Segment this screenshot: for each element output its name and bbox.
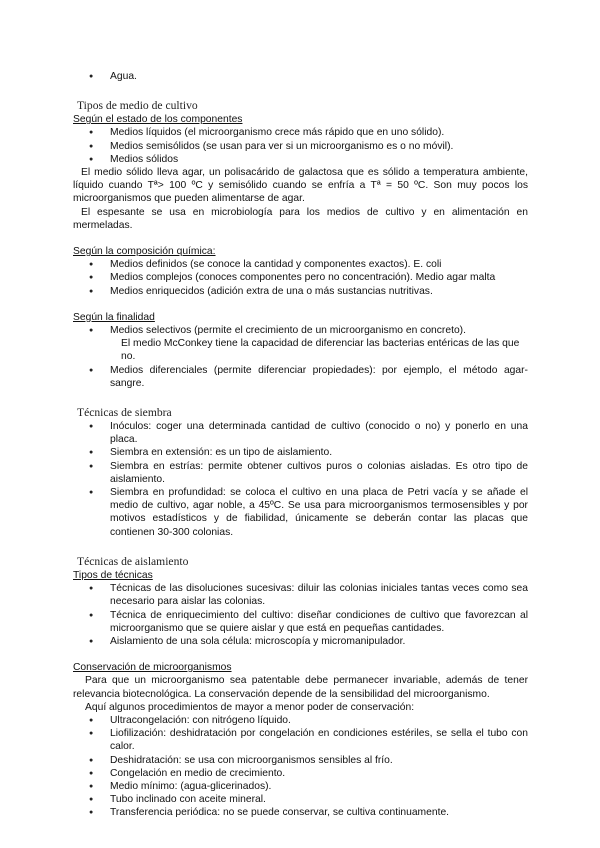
list-item: ● Medios complejos (conoces componentes pero no concentración). Medio agar malta <box>73 271 528 284</box>
subheading-tipos-tecnicas: Tipos de técnicas <box>73 569 153 581</box>
subheading-composicion: Según la composición química: <box>73 246 216 258</box>
composicion-list <box>73 258 528 298</box>
paragraph-espesante: El espesante se usa en microbiología para los medios de cultivo y en alimentación en mermeladas. <box>73 206 528 231</box>
estado-list <box>73 126 528 166</box>
conservacion-list <box>73 714 528 820</box>
note-mcconkey: El medio McConkey tiene la capacidad de diferenciar las bacterias entéricas de las que no. <box>121 338 520 363</box>
list-item: ● Medios definidos (se conoce la cantidad y componentes exactos). E. coli <box>73 258 528 271</box>
paragraph-patentable: Para que un microorganismo sea patentable debe permanecer invariable, además de tener relevancia biotecnológica. La conservación depende de la sensibilidad del microorganismo. <box>73 675 528 700</box>
list-item: ● Deshidratación: se usa con microorganismos sensibles al frío. <box>73 754 528 767</box>
list-item: ● Técnica de enriquecimiento del cultivo: diseñar condiciones de cultivo que favorezcan al microorganismo que se quiere aislar y que está en pequeñas cantidades. <box>73 609 528 635</box>
list-item: ● Siembra en extensión: es un tipo de aislamiento. <box>73 446 528 459</box>
list-item: ● Liofilización: deshidratación por congelación en condiciones estériles, se sella el tubo con calor. <box>73 727 528 753</box>
section-heading-medios: Tipos de medio de cultivo <box>77 99 198 113</box>
list-item: ● Ultracongelación: con nitrógeno líquido. <box>73 714 528 727</box>
list-item: ● Agua. <box>73 70 528 83</box>
list-item: ● Inóculos: coger una determinada cantidad de cultivo (conocido o no) y ponerlo en una placa. <box>73 420 528 446</box>
list-item: ● Medios selectivos (permite el crecimiento de un microorganismo en concreto). <box>73 324 528 337</box>
section-heading-aislamiento: Técnicas de aislamiento <box>77 554 189 568</box>
list-item: ● Medios sólidos <box>73 153 528 166</box>
section-heading-siembra: Técnicas de siembra <box>77 406 172 420</box>
list-item: ● Medios diferenciales (permite diferenciar propiedades): por ejemplo, el método agar-sangre. <box>73 364 528 390</box>
paragraph-agar: El medio sólido lleva agar, un polisacárido de galactosa que es sólido a temperatura ambiente, líquido cuando Tª> 100 ºC y semisólido cuando se enfría a Tª = 50 ºC. Son muy pocos los microorganismos que pueden alimentarse de agar. <box>73 167 528 205</box>
list-item: ● Medios enriquecidos (adición extra de una o más sustancias nutritivas. <box>73 285 528 298</box>
list-item: ● Siembra en estrías: permite obtener cultivos puros o colonias aisladas. Es otro tipo de aislamiento. <box>73 460 528 486</box>
finalidad-list <box>73 324 528 337</box>
list-item: ● Tubo inclinado con aceite mineral. <box>73 793 528 806</box>
aislamiento-list <box>73 582 528 648</box>
list-item: ● Medios semisólidos (se usan para ver si un microorganismo es o no móvil). <box>73 140 528 153</box>
list-item: ● Técnicas de las disoluciones sucesivas: diluir las colonias iniciales tantas veces como sea necesario para aislar las colonias. <box>73 582 528 608</box>
page-content <box>73 70 528 820</box>
list-item: ● Siembra en profundidad: se coloca el cultivo en una placa de Petri vacía y se añade el medio de cultivo, agar noble, a 45ºC. Se usa para microorganismos termosensibles y por motivos estadísticos y de fiabilidad, únicamente se deberán contar las placas que contienen 30-300 colonias. <box>73 486 528 539</box>
subheading-conservacion: Conservación de microorganismos <box>73 662 232 674</box>
subheading-estado: Según el estado de los componentes <box>73 114 243 126</box>
finalidad-list-2 <box>73 364 528 390</box>
list-item: ● Transferencia periódica: no se puede conservar, se cultiva continuamente. <box>73 806 528 819</box>
list-item: ● Congelación en medio de crecimiento. <box>73 767 528 780</box>
list-item: ● Medios líquidos (el microorganismo crece más rápido que en uno sólido). <box>73 126 528 139</box>
list-item: ● Aislamiento de una sola célula: microscopía y micromanipulador. <box>73 635 528 648</box>
list-item: ● Medio mínimo: (agua-glicerinados). <box>73 780 528 793</box>
subheading-finalidad: Según la finalidad <box>73 311 155 323</box>
intro-list <box>73 70 528 83</box>
paragraph-procedimientos: Aquí algunos procedimientos de mayor a menor poder de conservación: <box>85 701 415 713</box>
siembra-list <box>73 420 528 539</box>
